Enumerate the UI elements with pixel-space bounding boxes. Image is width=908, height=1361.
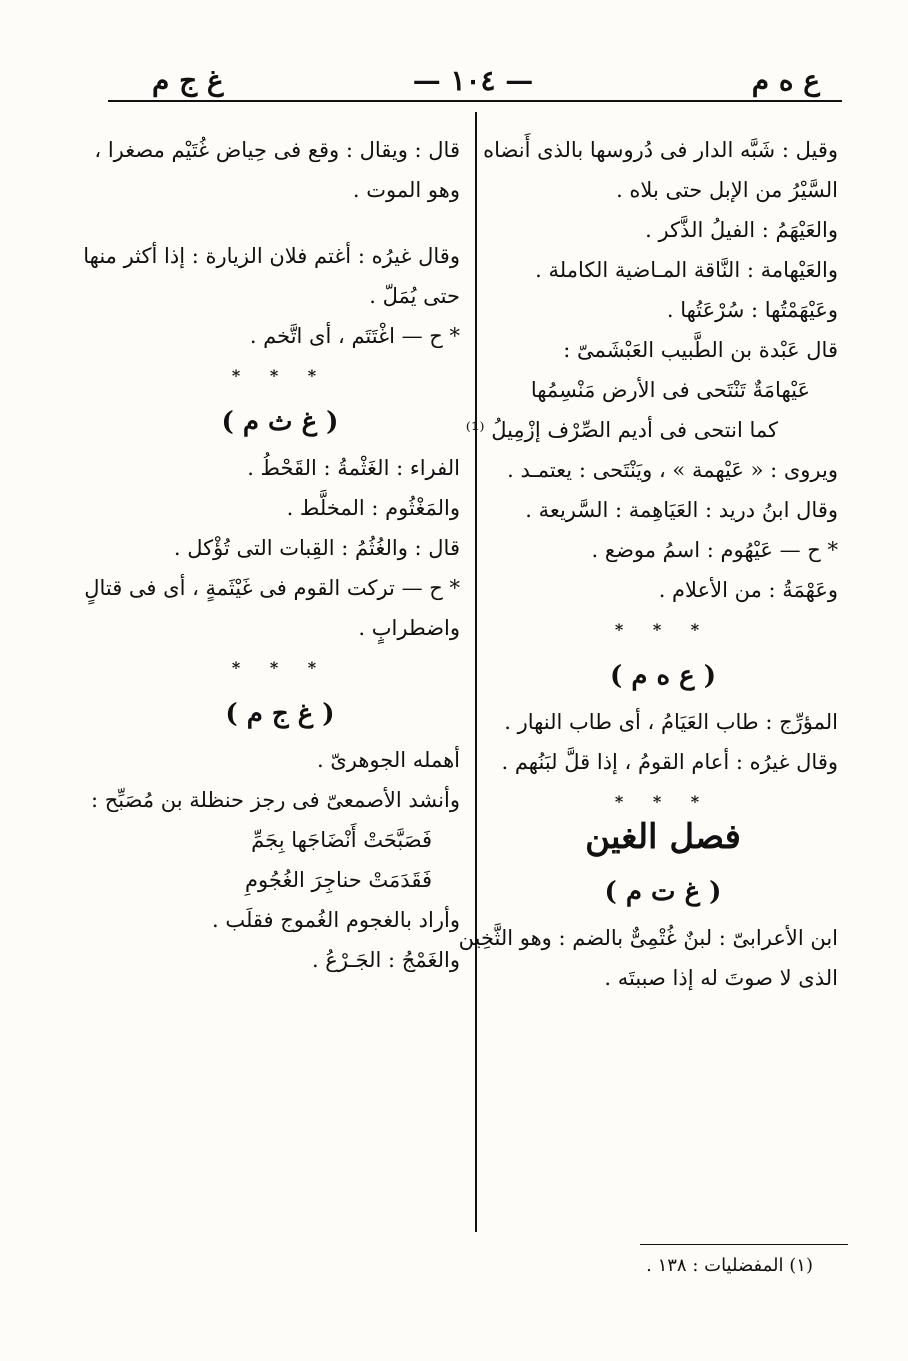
text-line: قال عَبْدة بن الطَّبيب العَبْشَمىّ : [563,338,838,362]
separator-stars: * * * [614,620,712,639]
text-line: وقيل : شَبَّه الدار فى دُروسها بالذى أَنضاه [483,138,838,162]
left-column [83,130,460,980]
text-line: وقال ابنُ دريد : العَيَاهِمة : السَّريعة . [525,498,838,522]
header-right-root: ع ه م [751,64,820,97]
text-line: قال : والغُثُمُ : القِبات التى تُؤْكل . [173,536,460,560]
text-line: ويروى : « عَيْهمة » ، ويَنْتَحى : يعتمـد . [507,458,838,482]
text-line: والمَغْثُوم : المخلَّط . [286,496,460,520]
page-header [108,58,838,100]
root-heading: ( ع ه م ) [609,661,717,691]
text-line: وعَيْهَمْتُها : سُرْعَتُها . [666,298,838,322]
text-line: وقال غيرُه : أغتم فلان الزيارة : إذا أكثر منها [83,244,460,268]
spacer [100,210,460,236]
chapter-title: فصل الغين [585,817,741,857]
text-line: * ح — اغْتَتَم ، أى اتَّخم . [249,324,460,348]
separator-stars: * * * [614,792,712,811]
text-line: واضطرابٍ . [358,616,460,640]
root-heading: ( غ ت م ) [604,877,722,907]
text-line: أهمله الجوهرىّ . [316,748,460,772]
footnote: (١) المفضليات : ١٣٨ . [646,1255,813,1276]
text-line: حتى يُمَلّ . [369,284,460,308]
separator-stars: * * * [231,366,329,385]
page-number: — ١٠٤ — [412,64,534,97]
root-heading: ( غ ج م ) [225,699,335,729]
text-line: السَّيْرُ من الإبل حتى بلاه . [616,178,838,202]
text-line: والعَيْهامة : النَّاقة المـاضية الكاملة . [535,258,838,282]
right-column [458,130,838,998]
text-line: وهو الموت . [352,178,460,202]
text-line: الذى لا صوتَ له إذا صببتَه . [604,966,838,990]
footnote-rule [640,1244,848,1245]
text-line: قال : ويقال : وقع فى حِياض غُتَيْم مصغرا ، [94,138,460,162]
column-divider [475,112,477,1232]
text-line: الفراء : الغَثْمةُ : القَحْطُ . [247,456,460,480]
text-line: والغَمْجُ : الجَـرْعُ . [311,948,460,972]
text-line: وأنشد الأصمعىّ فى رجز حنظلة بن مُصَبِّح : [91,788,460,812]
text-line: ابن الأعرابىّ : لبنٌ غُتْمِىٌّ بالضم : وهو الثَّخِين [458,926,838,950]
text-line: * ح — عَيْهُوم : اسمُ موضع . [591,538,838,562]
verse-line: فَصَبَّحَتْ أَنْضَاجَها بِجَمِّ [251,828,432,852]
text-line: المؤرِّج : طاب العَيَامُ ، أى طاب النهار . [504,710,838,734]
text-line: والعَيْهَمُ : الفيلُ الذَّكر . [645,218,838,242]
verse-line: كما انتحى فى أديم الصِّرْف إزْمِيلُ ⁽¹⁾ [465,418,778,442]
verse-line: عَيْهامَةٌ تَنْتَحى فى الأرض مَنْسِمُها [530,378,810,402]
root-heading: ( غ ث م ) [221,407,339,437]
text-line: وقال غيرُه : أعام القومُ ، إذا قلَّ لبَنُهم . [501,750,838,774]
header-left-root: غ ج م [152,64,224,97]
text-line: وعَهْمَةُ : من الأعلام . [658,578,838,602]
verse-line: فَقَدَمَتْ حناجِرَ الغُجُومِ [245,868,432,892]
text-line: وأراد بالغجوم الغُموج فقلَب . [211,908,460,932]
text-line: * ح — تركت القوم فى غَيْثَمةٍ ، أى فى قتالٍ [84,576,460,600]
header-rule [108,100,842,102]
separator-stars: * * * [231,658,329,677]
